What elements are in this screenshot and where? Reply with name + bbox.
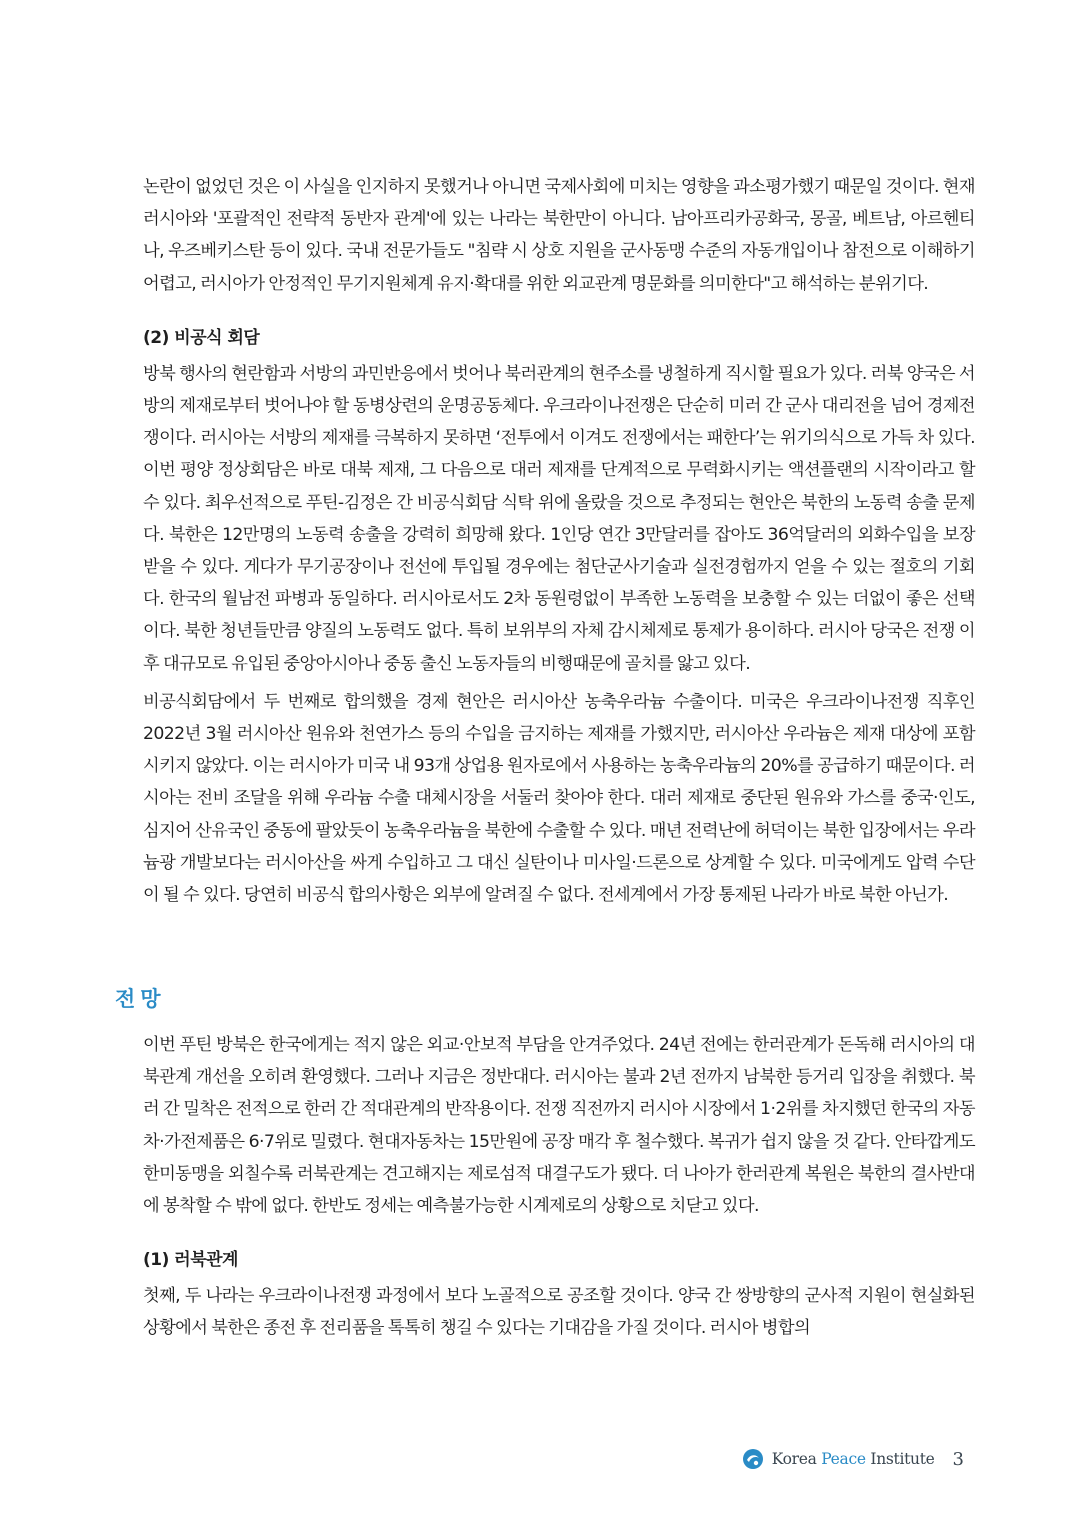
section1-paragraph: 첫째, 두 나라는 우크라이나전쟁 과정에서 보다 노골적으로 공조할 것이다. 양국 간 쌍방향의 군사적 지원이 현실화된 상황에서 북한은 종전 후 전리품을 톡톡히 챙길 수 있다는 기대감을 가질 것이다. 러시아 병합의 bbox=[143, 1286, 975, 1339]
section2-paragraph-2: 비공식회담에서 두 번째로 합의했을 경제 현안은 러시아산 농축우라늄 수출이다. 미국은 우크라이나전쟁 직후인 2022년 3월 러시아산 원유와 천연가스 등의 수입을 금지하는 제재를 가했지만, 러시아산 우라늄은 제재 대상에 포함시키지 않았다. 이는 러시아가 미국 내 93개 상업용 원자로에서 사용하는 농축우라늄의 20%를 공급하기 때문이다. 러시아는 전비 조달을 위해 우라늄 수출 대체시장을 서둘러 찾아야 한다. 대러 제재로 중단된 원유와 가스를 중국·인도, 심지어 산유국인 중동에 팔았듯이 농축우라늄을 북한에 수출할 수 있다. 매년 전력난에 허덕이는 북한 입장에서는 우라늄광 개발보다는 러시아산을 싸게 수입하고 그 대신 실탄이나 미사일·드론으로 상계할 수 있다. 미국에게도 압력 수단이 될 수 있다. 당연히 비공식 합의사항은 외부에 알려질 수 없다. 전세계에서 가장 통제된 나라가 바로 북한 아닌가. bbox=[143, 691, 975, 906]
section1-heading: (1) 러북관계 bbox=[143, 1250, 238, 1271]
kpi-logo-icon bbox=[742, 1448, 764, 1470]
page-number: 3 bbox=[952, 1448, 964, 1470]
outlook-paragraph: 이번 푸틴 방북은 한국에게는 적지 않은 외교·안보적 부담을 안겨주었다. 24년 전에는 한러관계가 돈독해 러시아의 대북관계 개선을 오히려 환영했다. 그러나 지금은 정반대다. 러시아는 불과 2년 전까지 남북한 등거리 입장을 취했다. 북러 간 밀착은 전적으로 한러 간 적대관계의 반작용이다. 전쟁 직전까지 러시아 시장에서 1·2위를 차지했던 한국의 자동차·가전제품은 6·7위로 밀렸다. 현대자동차는 15만원에 공장 매각 후 철수했다. 복귀가 쉽지 않을 것 같다. 안타깝게도 한미동맹을 외칠수록 러북관계는 견고해지는 제로섬적 대결구도가 됐다. 더 나아가 한러관계 복원은 북한의 결사반대에 봉착할 수 밖에 없다. 한반도 정세는 예측불가능한 시계제로의 상황으로 치닫고 있다. bbox=[143, 1035, 975, 1217]
footer-brand bbox=[772, 1450, 935, 1468]
section2-heading: (2) 비공식 회담 bbox=[143, 327, 260, 348]
brand-part-1: Korea bbox=[771, 1450, 822, 1468]
section2-paragraph-1: 방북 행사의 현란함과 서방의 과민반응에서 벗어나 북러관계의 현주소를 냉철하게 직시할 필요가 있다. 러북 양국은 서방의 제재로부터 벗어나야 할 동병상련의 운명공동체다. 우크라이나전쟁은 단순히 미러 간 군사 대리전을 넘어 경제전쟁이다. 러시아는 서방의 제재를 극복하지 못하면 ‘전투에서 이겨도 전쟁에서는 패한다’는 위기의식으로 가득 차 있다. 이번 평양 정상회담은 바로 대북 제재, 그 다음으로 대러 제재를 단계적으로 무력화시키는 액션플랜의 시작이라고 할 수 있다. 최우선적으로 푸틴-김정은 간 비공식회담 식탁 위에 올랐을 것으로 추정되는 현안은 북한의 노동력 송출 문제다. 북한은 12만명의 노동력 송출을 강력히 희망해 왔다. 1인당 연간 3만달러를 잡아도 36억달러의 외화수입을 보장받을 수 있다. 게다가 무기공장이나 전선에 투입될 경우에는 첨단군사기술과 실전경험까지 얻을 수 있는 절호의 기회다. 한국의 월남전 파병과 동일하다. 러시아로서도 2차 동원령없이 부족한 노동력을 보충할 수 있는 더없이 좋은 선택이다. 북한 청년들만큼 양질의 노동력도 없다. 특히 보위부의 자체 감시체제로 통제가 용이하다. 러시아 당국은 전쟁 이후 대규모로 유입된 중앙아시아나 중동 출신 노동자들의 비행때문에 골치를 앓고 있다. bbox=[143, 363, 975, 674]
intro-paragraph: 논란이 없었던 것은 이 사실을 인지하지 못했거나 아니면 국제사회에 미치는 영향을 과소평가했기 때문일 것이다. 현재 러시아와 '포괄적인 전략적 동반자 관계'에 있는 나라는 북한만이 아니다. 남아프리카공화국, 몽골, 베트남, 아르헨티나, 우즈베키스탄 등이 있다. 국내 전문가들도 "침략 시 상호 지원을 군사동맹 수준의 자동개입이나 참전으로 이해하기 어렵고, 러시아가 안정적인 무기지원체계 유지·확대를 위한 외교관계 명문화를 의미한다"고 해석하는 분위기다. bbox=[143, 177, 975, 294]
outlook-heading: 전망 bbox=[115, 987, 166, 1011]
brand-part-2: Peace bbox=[821, 1450, 866, 1468]
page-footer bbox=[742, 1446, 964, 1472]
brand-part-3: Institute bbox=[865, 1450, 935, 1468]
body-top-block bbox=[143, 171, 975, 911]
body-bottom-block bbox=[143, 1029, 975, 1345]
